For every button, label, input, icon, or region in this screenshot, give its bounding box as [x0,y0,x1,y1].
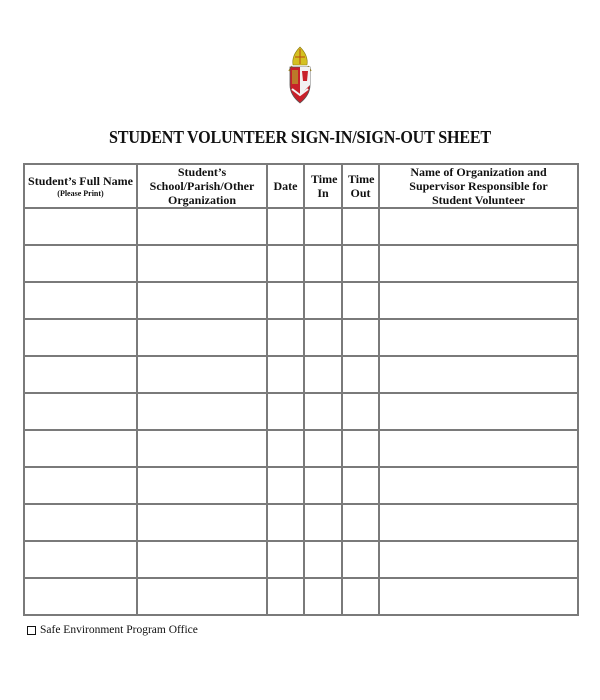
table-row [24,319,578,356]
cell-school[interactable] [137,208,267,245]
cell-student-name[interactable] [24,541,137,578]
cell-organization-supervisor[interactable] [379,208,578,245]
cell-time-in[interactable] [304,393,342,430]
header-label: Time In [311,172,338,200]
cell-time-out[interactable] [342,467,379,504]
cell-date[interactable] [267,208,304,245]
header-label: Date [273,179,298,193]
cell-time-in[interactable] [304,541,342,578]
cell-time-in[interactable] [304,282,342,319]
cell-time-out[interactable] [342,208,379,245]
cell-organization-supervisor[interactable] [379,245,578,282]
cell-student-name[interactable] [24,208,137,245]
header-organization-supervisor [379,164,578,208]
footer-label: Safe Environment Program Office [40,624,198,636]
sign-in-table [23,163,579,616]
cell-date[interactable] [267,245,304,282]
header-label: Student’s School/Parish/Other Organization [149,165,255,207]
cell-student-name[interactable] [24,504,137,541]
table-row [24,541,578,578]
cell-time-out[interactable] [342,430,379,467]
cell-time-in[interactable] [304,208,342,245]
cell-date[interactable] [267,430,304,467]
cell-organization-supervisor[interactable] [379,319,578,356]
cell-student-name[interactable] [24,319,137,356]
cell-date[interactable] [267,467,304,504]
header-label: Time Out [348,172,375,200]
coat-of-arms-logo [285,45,315,105]
cell-organization-supervisor[interactable] [379,541,578,578]
cell-school[interactable] [137,282,267,319]
cell-school[interactable] [137,541,267,578]
cell-organization-supervisor[interactable] [379,282,578,319]
header-student-name [24,164,137,208]
empty-checkbox-icon[interactable] [27,626,36,635]
cell-time-out[interactable] [342,578,379,615]
cell-organization-supervisor[interactable] [379,578,578,615]
table-row [24,504,578,541]
cell-date[interactable] [267,504,304,541]
cell-time-in[interactable] [304,504,342,541]
cell-student-name[interactable] [24,578,137,615]
cell-student-name[interactable] [24,245,137,282]
cell-date[interactable] [267,356,304,393]
header-label: Student’s Full Name [28,173,133,188]
cell-school[interactable] [137,504,267,541]
cell-time-in[interactable] [304,245,342,282]
cell-student-name[interactable] [24,282,137,319]
cell-student-name[interactable] [24,356,137,393]
table-row [24,356,578,393]
cell-school[interactable] [137,578,267,615]
table-row [24,467,578,504]
header-date [267,164,304,208]
cell-organization-supervisor[interactable] [379,430,578,467]
cell-date[interactable] [267,319,304,356]
footer-note [27,624,198,636]
table-row [24,430,578,467]
cell-school[interactable] [137,245,267,282]
cell-school[interactable] [137,467,267,504]
cell-organization-supervisor[interactable] [379,504,578,541]
table-row [24,245,578,282]
cell-time-in[interactable] [304,467,342,504]
header-time-in [304,164,342,208]
cell-time-in[interactable] [304,578,342,615]
cell-school[interactable] [137,356,267,393]
cell-time-out[interactable] [342,356,379,393]
cell-school[interactable] [137,393,267,430]
cell-time-in[interactable] [304,430,342,467]
cell-time-out[interactable] [342,504,379,541]
header-sublabel: (Please Print) [57,188,104,198]
cell-time-out[interactable] [342,541,379,578]
page-title: STUDENT VOLUNTEER SIGN-IN/SIGN-OUT SHEET [109,127,491,147]
cell-time-in[interactable] [304,356,342,393]
cell-time-out[interactable] [342,393,379,430]
cell-organization-supervisor[interactable] [379,356,578,393]
cell-student-name[interactable] [24,430,137,467]
cell-date[interactable] [267,578,304,615]
table-row [24,282,578,319]
table-row [24,578,578,615]
cell-school[interactable] [137,319,267,356]
cell-school[interactable] [137,430,267,467]
header-school [137,164,267,208]
cell-student-name[interactable] [24,467,137,504]
cell-date[interactable] [267,282,304,319]
cell-student-name[interactable] [24,393,137,430]
cell-time-out[interactable] [342,319,379,356]
cell-organization-supervisor[interactable] [379,393,578,430]
table-row [24,208,578,245]
cell-date[interactable] [267,541,304,578]
cell-time-out[interactable] [342,245,379,282]
cell-date[interactable] [267,393,304,430]
cell-time-out[interactable] [342,282,379,319]
cell-organization-supervisor[interactable] [379,467,578,504]
cell-time-in[interactable] [304,319,342,356]
header-time-out [342,164,379,208]
table-header-row [24,164,578,208]
table-row [24,393,578,430]
header-label: Name of Organization and Supervisor Responsible for Student Volunteer [409,165,548,207]
